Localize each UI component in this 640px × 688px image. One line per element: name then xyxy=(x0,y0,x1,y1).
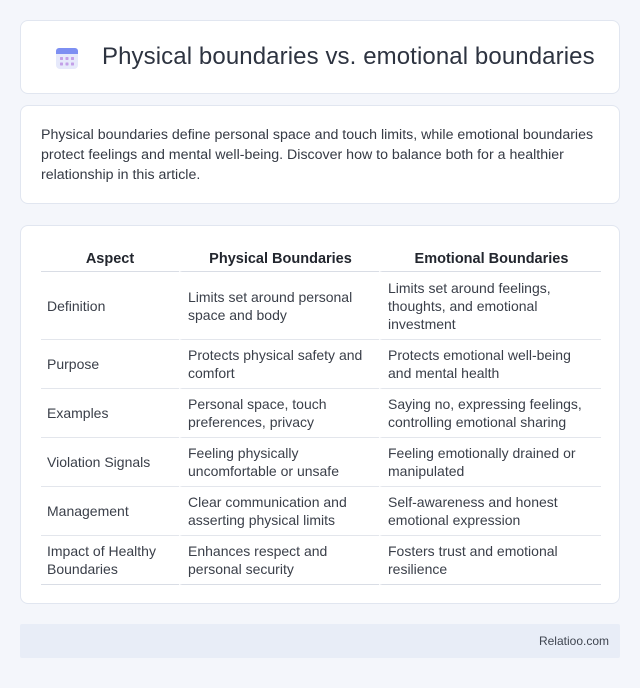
page-title: Physical boundaries vs. emotional boundaries xyxy=(102,43,595,70)
cell-aspect: Impact of Healthy Boundaries xyxy=(41,536,179,585)
cell-physical: Enhances respect and personal security xyxy=(179,536,379,585)
cell-emotional: Protects emotional well-being and mental health xyxy=(379,340,601,389)
header-physical: Physical Boundaries xyxy=(179,246,379,272)
cell-physical: Limits set around personal space and body xyxy=(179,272,379,340)
cell-aspect: Definition xyxy=(41,272,179,340)
cell-emotional: Limits set around feelings, thoughts, and emotional investment xyxy=(379,272,601,340)
table-header-row xyxy=(41,246,601,272)
intro-paragraph: Physical boundaries define personal space and touch limits, while emotional boundaries protect feelings and mental well-being. Discover how to balance both for a healthier relationship in this article. xyxy=(41,127,594,183)
cell-aspect: Management xyxy=(41,487,179,536)
cell-physical: Personal space, touch preferences, privacy xyxy=(179,389,379,438)
cell-emotional: Fosters trust and emotional resilience xyxy=(379,536,601,585)
footer-bar xyxy=(20,624,620,658)
comparison-table xyxy=(41,246,601,585)
cell-aspect: Examples xyxy=(41,389,179,438)
table-row xyxy=(41,487,601,536)
cell-physical: Protects physical safety and comfort xyxy=(179,340,379,389)
footer-brand: Relatioo.com xyxy=(538,634,609,648)
cell-emotional: Self-awareness and honest emotional expression xyxy=(379,487,601,536)
cell-aspect: Violation Signals xyxy=(41,438,179,487)
cell-emotional: Saying no, expressing feelings, controlling emotional sharing xyxy=(379,389,601,438)
calendar-icon xyxy=(55,46,79,70)
cell-aspect: Purpose xyxy=(41,340,179,389)
header-aspect: Aspect xyxy=(41,246,179,272)
intro-card xyxy=(20,105,620,204)
cell-emotional: Feeling emotionally drained or manipulated xyxy=(379,438,601,487)
table-row xyxy=(41,340,601,389)
cell-physical: Feeling physically uncomfortable or unsafe xyxy=(179,438,379,487)
table-row xyxy=(41,438,601,487)
table-row xyxy=(41,389,601,438)
table-row xyxy=(41,272,601,340)
header-emotional: Emotional Boundaries xyxy=(379,246,601,272)
table-row xyxy=(41,536,601,585)
comparison-card xyxy=(20,225,620,604)
title-card xyxy=(20,20,620,94)
cell-physical: Clear communication and asserting physical limits xyxy=(179,487,379,536)
